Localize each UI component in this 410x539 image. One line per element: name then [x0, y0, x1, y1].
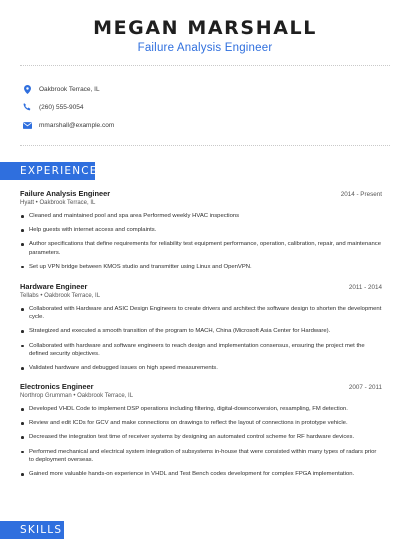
- location-pin-icon: [22, 84, 32, 94]
- job-company: Tellabs • Oakbrook Terrace, IL: [20, 293, 101, 299]
- section-heading-skills: SKILLS: [0, 521, 64, 539]
- job-bullet: Strategized and executed a smooth transition of the program to MACH, China (Microsoft Asia Center for Hardware).: [20, 327, 382, 335]
- job-entry: [20, 282, 382, 378]
- job-dates: 2007 - 2011: [348, 384, 382, 391]
- contact-phone-text: (260) 555-9054: [39, 103, 84, 111]
- header-divider: [20, 65, 390, 66]
- section-heading-experience: EXPERIENCE: [0, 162, 95, 180]
- job-bullet: Set up VPN bridge between KMOS studio and transmitter using Linux and OpenVPN.: [20, 263, 382, 271]
- job-bullet: Review and edit ICDs for GCV and make connections on drawings to reflect the layout of connections in prototype vehicle.: [20, 419, 382, 427]
- job-bullet: Developed VHDL Code to implement DSP operations including filtering, digital-downconversion, resampling, FM detection.: [20, 405, 382, 413]
- job-bullet: Cleaned and maintained pool and spa area Performed weekly HVAC inspections: [20, 212, 382, 220]
- job-title: Hardware Engineer: [20, 282, 88, 291]
- job-company: Hyatt • Oakbrook Terrace, IL: [20, 200, 96, 206]
- job-bullet: Validated hardware and debugged issues on high speed measurements.: [20, 364, 382, 372]
- job-bullet: Collaborated with Hardware and ASIC Design Engineers to create drivers and architect the software design to shorten the development cycle.: [20, 305, 382, 321]
- contact-phone: [22, 98, 114, 116]
- job-bullets: [20, 405, 382, 478]
- resume-header: [0, 0, 410, 55]
- contact-location: [22, 80, 114, 98]
- job-bullet: Collaborated with hardware and software engineers to reach design and implementation consensus, ensuring the project met the defined security objectives.: [20, 342, 382, 358]
- job-bullet: Help guests with internet access and complaints.: [20, 226, 382, 234]
- job-entry: [20, 382, 382, 484]
- phone-icon: [22, 102, 32, 112]
- email-icon: [22, 120, 32, 130]
- job-bullet: Author specifications that define requirements for reliability test equipment performance, operation, calibration, repair, and maintenance parameters.: [20, 240, 382, 256]
- contact-location-text: Oakbrook Terrace, IL: [39, 85, 100, 93]
- contact-divider: [20, 145, 390, 146]
- contact-list: [22, 80, 114, 134]
- candidate-title: Failure Analysis Engineer: [137, 42, 273, 54]
- job-entry: [20, 189, 382, 277]
- job-company: Northrop Grumman • Oakbrook Terrace, IL: [20, 393, 134, 399]
- contact-email[interactable]: [22, 116, 114, 134]
- job-dates: 2011 - 2014: [348, 284, 382, 291]
- job-bullets: [20, 212, 382, 271]
- job-bullet: Decreased the integration test time of receiver systems by designing an automated control scheme for RF hardware devices.: [20, 433, 382, 441]
- job-bullet: Performed mechanical and electrical system integration of subsystems in-house that were consisted within many types of radars prior to deployment overseas.: [20, 448, 382, 464]
- candidate-name: MEGAN MARSHALL: [93, 17, 317, 39]
- job-dates: 2014 - Present: [340, 191, 382, 198]
- job-title: Failure Analysis Engineer: [20, 189, 111, 198]
- job-bullet: Gained more valuable hands-on experience in VHDL and Test Bench codes development for complex FPGA implementation.: [20, 470, 382, 478]
- job-title: Electronics Engineer: [20, 382, 94, 391]
- contact-email-text[interactable]: mmarshall@example.com: [39, 121, 115, 129]
- job-bullets: [20, 305, 382, 372]
